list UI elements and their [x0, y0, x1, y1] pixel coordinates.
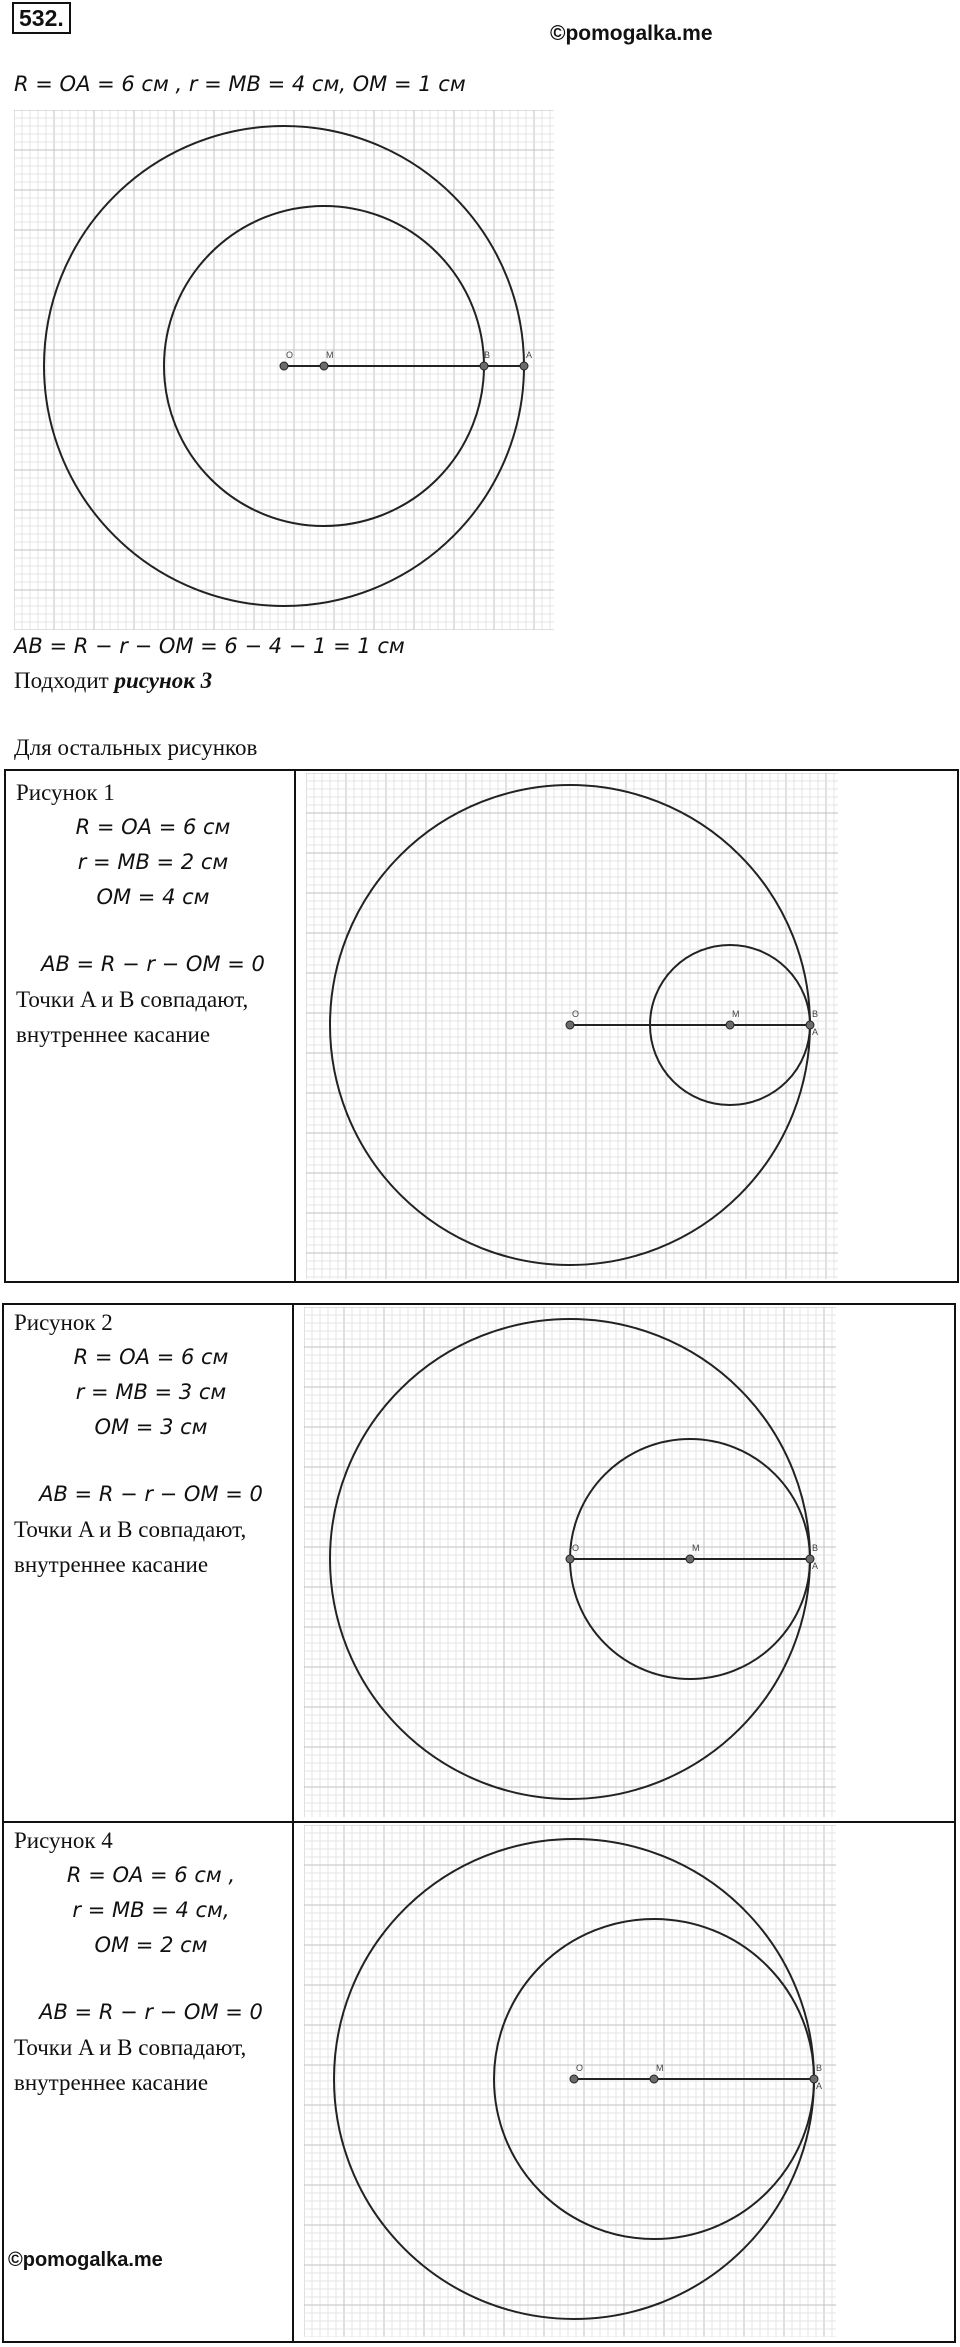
- figure-1-line-2: r = MB = 2 см: [77, 850, 229, 874]
- point-o: [566, 1555, 574, 1563]
- figure-4-conclusion-2: внутреннее касание: [14, 2070, 209, 2095]
- figure-1-line-1: R = OA = 6 см: [75, 815, 231, 839]
- given-values: R = OA = 6 см , r = MB = 4 см, OM = 1 см: [14, 72, 466, 96]
- label-b: B: [812, 1009, 819, 1019]
- figure-2-line-2: r = MB = 3 см: [75, 1380, 227, 1404]
- point-m: [320, 362, 328, 370]
- watermark-bottom: ©pomogalka.me: [8, 2249, 163, 2271]
- label-m: M: [732, 1009, 740, 1019]
- label-m: M: [656, 2063, 664, 2073]
- figure-2-drawing: [304, 1307, 836, 1817]
- figure-4-conclusion-1: Точки A и B совпадают,: [14, 2035, 247, 2060]
- point-m: [686, 1555, 694, 1563]
- point-b: [480, 362, 488, 370]
- figure-2-4-table: [2, 1303, 956, 2343]
- label-o: O: [286, 350, 294, 360]
- figure-4-line-1: R = OA = 6 см ,: [66, 1863, 236, 1887]
- watermark-top: ©pomogalka.me: [550, 22, 713, 45]
- label-m: M: [692, 1543, 700, 1553]
- figure-1-line-3: OM = 4 см: [96, 885, 210, 909]
- figure-1-title: Рисунок 1: [16, 780, 115, 805]
- figure-2-line-1: R = OA = 6 см: [73, 1345, 229, 1369]
- label-o: O: [572, 1009, 580, 1019]
- label-a: A: [812, 1561, 819, 1571]
- point-m: [650, 2075, 658, 2083]
- main-figure: [14, 110, 554, 630]
- figure-2-row: [4, 1305, 954, 1823]
- figure-4-line-3: OM = 2 см: [94, 1933, 208, 1957]
- figure-1-table: [4, 769, 959, 1283]
- label-b: B: [812, 1543, 819, 1553]
- figure-1-conclusion-2: внутреннее касание: [16, 1022, 211, 1047]
- figure-4-drawing: [304, 1825, 836, 2337]
- point-o: [570, 2075, 578, 2083]
- figure-2-text-cell: [4, 1305, 294, 1821]
- figure-2-equation: AB = R − r − OM = 0: [39, 1482, 263, 1506]
- label-b: B: [484, 350, 491, 360]
- problem-number: 532.: [12, 2, 71, 34]
- figure-1-drawing: [306, 773, 838, 1279]
- point-o: [566, 1021, 574, 1029]
- figure-4-row: [4, 1823, 954, 2341]
- point-m: [726, 1021, 734, 1029]
- label-a: A: [812, 1027, 819, 1037]
- label-a: A: [526, 350, 533, 360]
- figure-1-text-cell: [6, 771, 296, 1281]
- point-o: [280, 362, 288, 370]
- figure-4-equation: AB = R − r − OM = 0: [39, 2000, 263, 2024]
- figure-4-title: Рисунок 4: [14, 1828, 113, 1853]
- figure-2-title: Рисунок 2: [14, 1310, 113, 1335]
- point-a: [520, 362, 528, 370]
- label-a: A: [816, 2081, 823, 2091]
- result-formula: AB = R − r − OM = 6 − 4 − 1 = 1 см: [14, 634, 405, 658]
- figure-2-conclusion-1: Точки A и B совпадают,: [14, 1517, 247, 1542]
- label-m: M: [326, 350, 334, 360]
- label-b: B: [816, 2063, 823, 2073]
- fits-prefix: Подходит: [14, 668, 115, 693]
- figure-4-line-2: r = MB = 4 см,: [72, 1898, 230, 1922]
- figure-1-equation: AB = R − r − OM = 0: [41, 952, 265, 976]
- others-heading: Для остальных рисунков: [14, 735, 258, 760]
- label-o: O: [572, 1543, 580, 1553]
- figure-4-text-cell: [4, 1823, 294, 2341]
- figure-1-conclusion-1: Точки A и B совпадают,: [16, 987, 249, 1012]
- fits-figure: рисунок 3: [114, 668, 213, 693]
- figure-2-conclusion-2: внутреннее касание: [14, 1552, 209, 1577]
- figure-2-line-3: OM = 3 см: [94, 1415, 208, 1439]
- fits-line: [14, 668, 212, 694]
- label-o: O: [576, 2063, 584, 2073]
